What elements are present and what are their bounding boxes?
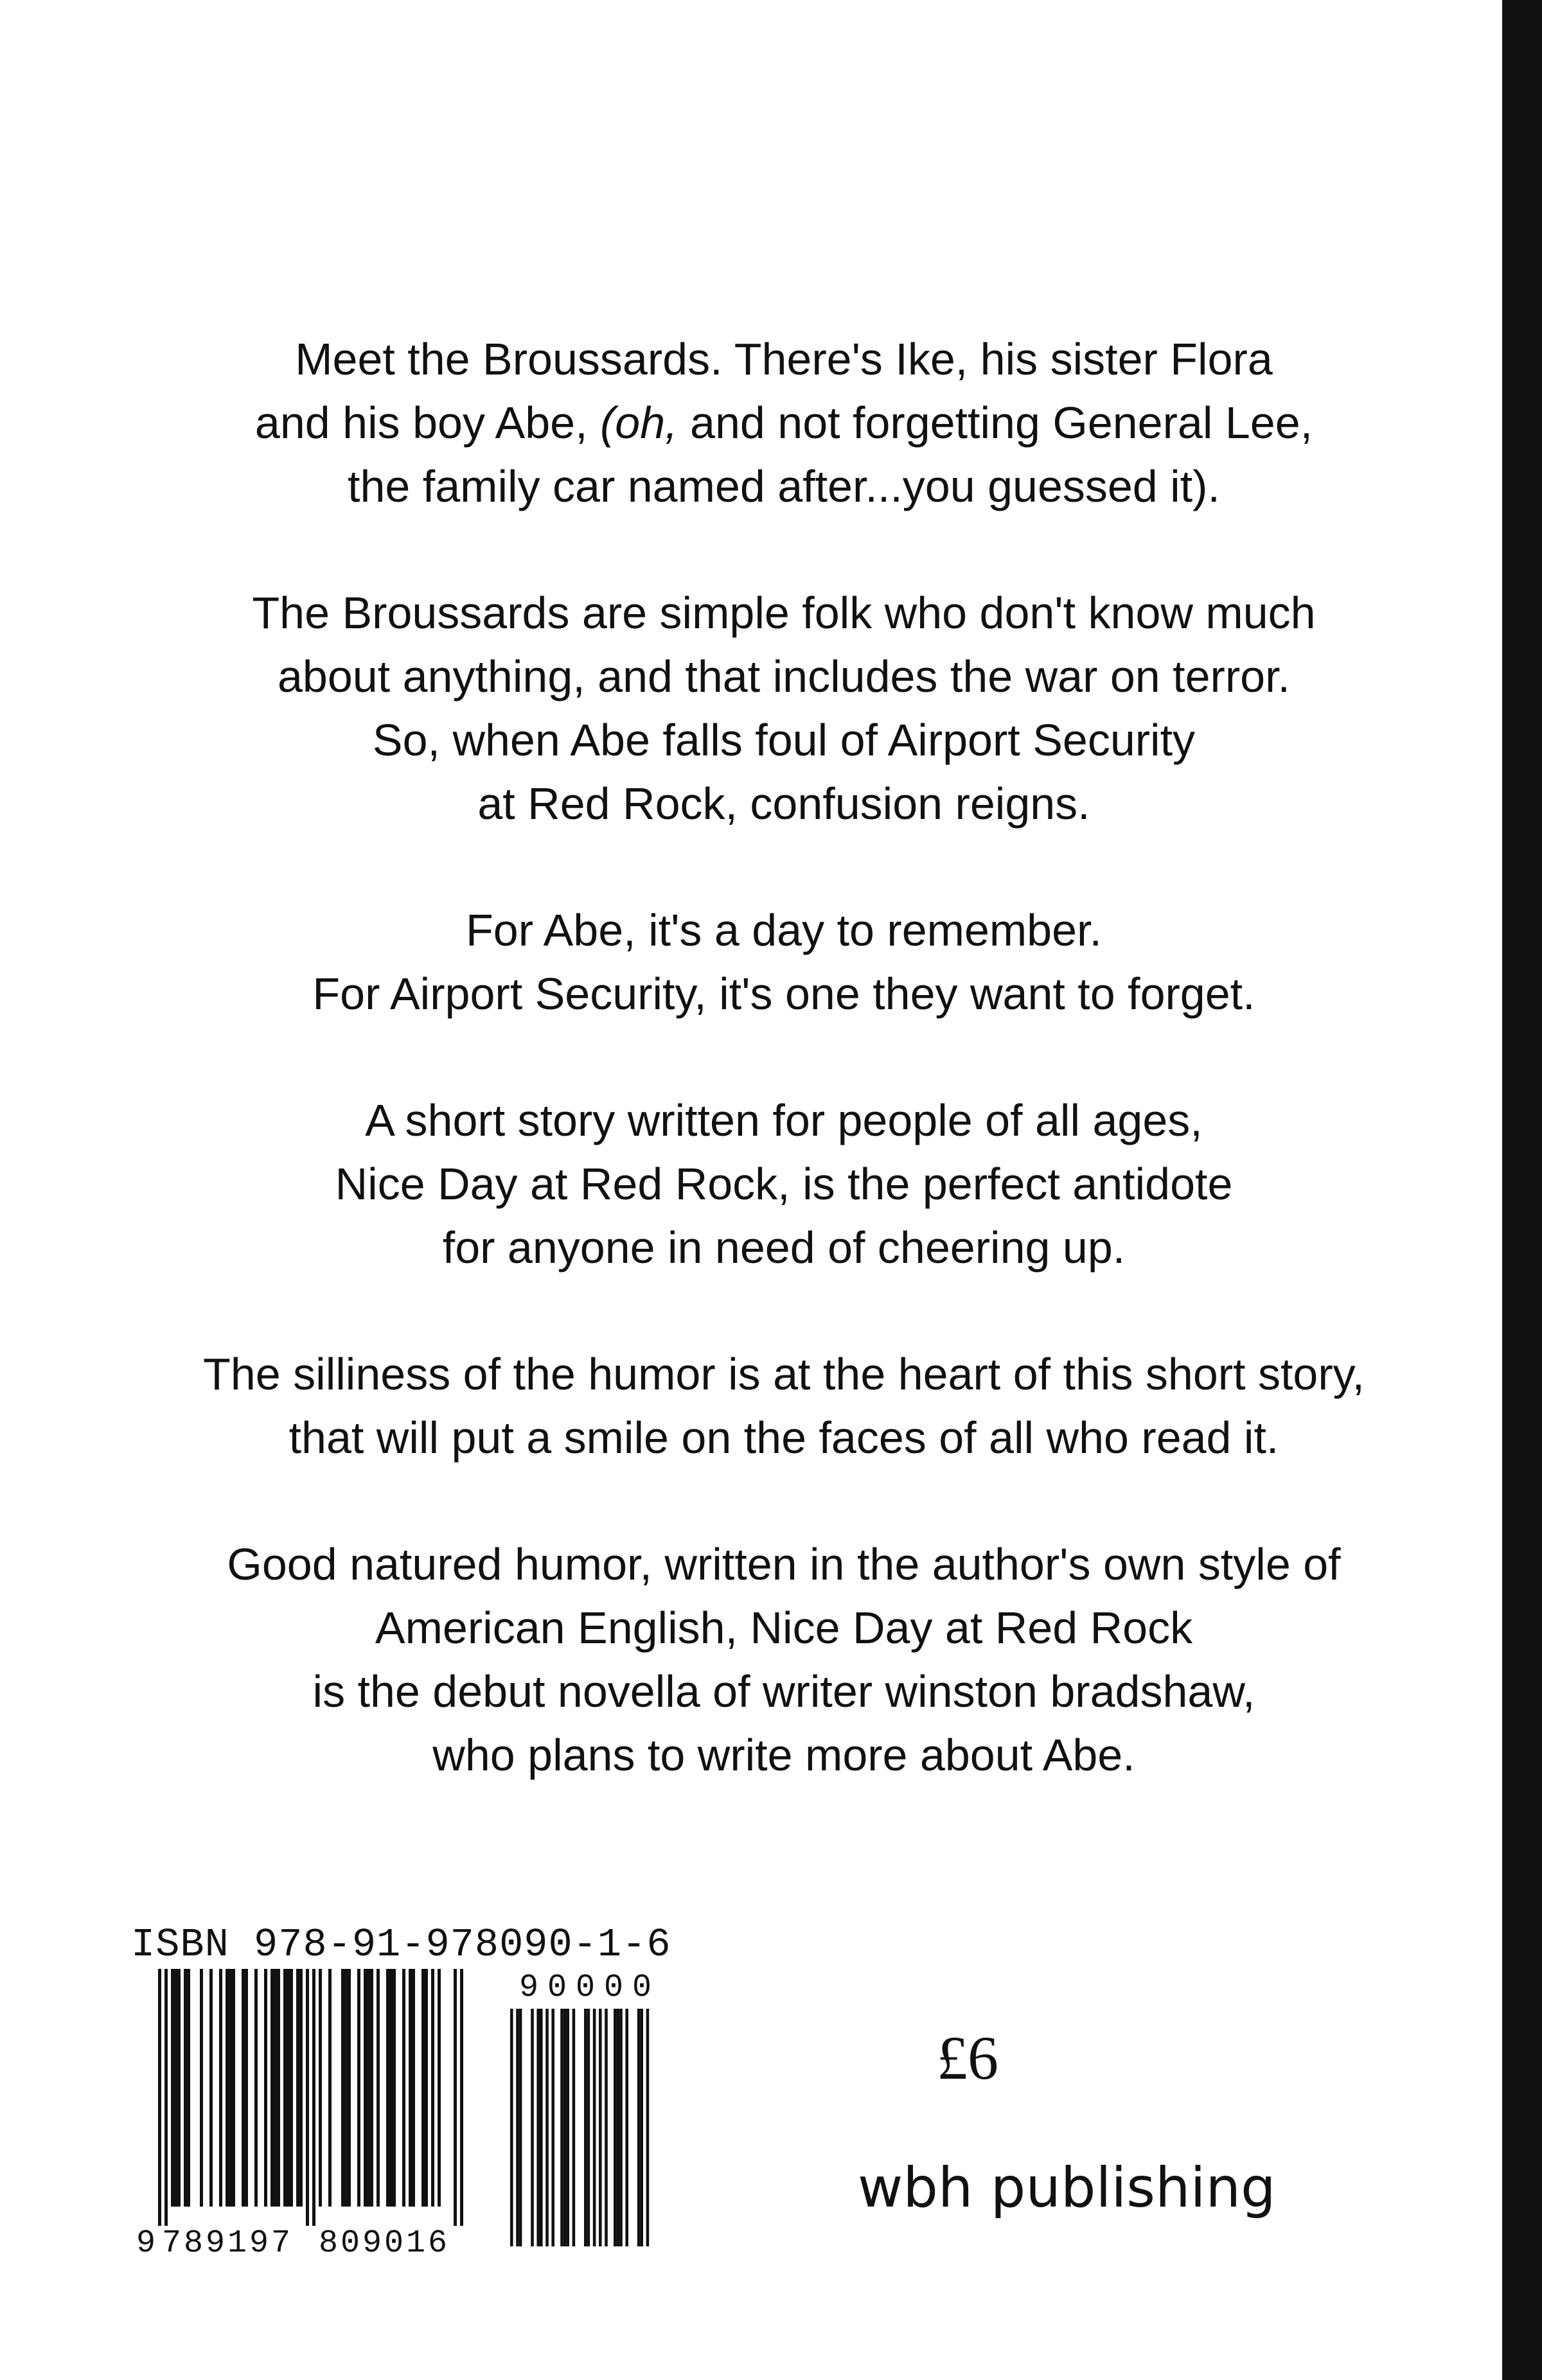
blurb-line: who plans to write more about Abe. (432, 1730, 1135, 1780)
blurb-line: So, when Abe falls foul of Airport Security (372, 715, 1196, 765)
barcode-bar (370, 1969, 373, 2207)
blurb-line: for anyone in need of cheering up. (442, 1222, 1126, 1273)
blurb-line: For Abe, it's a day to remember. (466, 905, 1102, 955)
barcode-bar (277, 1969, 280, 2207)
barcode-main-bars (158, 1969, 463, 2226)
barcode-bar (402, 1969, 405, 2207)
barcode-bar (274, 1969, 277, 2207)
blurb-line: is the debut novella of writer winston bradshaw, (312, 1666, 1255, 1716)
barcode-addon-digits: 90000 (519, 1970, 661, 2006)
blurb-line: American English, Nice Day at Red Rock (375, 1603, 1193, 1653)
barcode-bar (421, 1969, 425, 2207)
barcode-addon-bar (540, 2009, 543, 2246)
blurb-line: at Red Rock, confusion reigns. (477, 779, 1090, 829)
blurb-paragraph-4 (109, 1089, 1458, 1280)
barcode-addon-bar (625, 2009, 628, 2246)
barcode-addon-bar (563, 2009, 567, 2246)
barcode-bar (431, 1969, 434, 2207)
blurb-paragraph-2 (109, 581, 1458, 836)
barcode-bar (367, 1969, 370, 2207)
barcode-bar (438, 1969, 441, 2207)
barcode-bar (389, 1969, 393, 2207)
barcode-addon-bar (584, 2009, 587, 2246)
blurb-italic-segment: (oh, (599, 398, 678, 448)
blurb-line: The Broussards are simple folk who don't know much (252, 588, 1316, 638)
barcode-bar (232, 1969, 235, 2207)
barcode-bar (158, 1969, 161, 2226)
isbn-barcode (131, 1962, 684, 2258)
barcode-bar (306, 1969, 309, 2226)
barcode-bar (171, 1969, 174, 2207)
barcode-addon-bar (646, 2009, 650, 2246)
blurb-text (109, 328, 1458, 1787)
barcode-addon-bar (640, 2009, 643, 2246)
barcode-bar (283, 1969, 287, 2207)
blurb-line: For Airport Security, it's one they want to forget. (312, 969, 1255, 1019)
barcode-bar (164, 1969, 168, 2226)
barcode-addon-bar (572, 2009, 576, 2246)
barcode-bar (386, 1969, 389, 2207)
barcode-bar (226, 1969, 229, 2207)
barcode-right-digits: 809016 (319, 2225, 450, 2258)
barcode-addon-bar (599, 2009, 602, 2246)
barcode-bar (177, 1969, 181, 2207)
barcode-bar (287, 1969, 290, 2207)
barcode-addon-bar (510, 2009, 513, 2246)
blurb-line: A short story written for people of all ages, (365, 1095, 1203, 1145)
barcode-addon-bar (617, 2009, 620, 2246)
barcode-bar (377, 1969, 380, 2207)
blurb-line: that will put a smile on the faces of all who read it. (288, 1413, 1279, 1463)
barcode-bar (270, 1969, 274, 2207)
barcode-addon-bars (510, 2009, 649, 2246)
barcode-bar (245, 1969, 248, 2207)
blurb-line-mixed (109, 391, 1458, 455)
isbn-label: ISBN 978-91-978090-1-6 (131, 1922, 671, 1968)
blurb-line: Nice Day at Red Rock, is the perfect antidote (335, 1159, 1233, 1209)
barcode-bar (174, 1969, 177, 2207)
barcode-addon-bar (545, 2009, 549, 2246)
barcode-bar (357, 1969, 360, 2207)
blurb-line-segment: and his boy Abe, (254, 398, 600, 448)
blurb-paragraph-6 (109, 1533, 1458, 1787)
barcode-bar (187, 1969, 190, 2207)
barcode-bar (254, 1969, 258, 2207)
barcode-bar (200, 1969, 203, 2207)
barcode-bar (454, 1969, 457, 2226)
barcode-bar (425, 1969, 428, 2207)
barcode-bar (229, 1969, 232, 2207)
barcode-bar (312, 1969, 315, 2226)
barcode-bar (209, 1969, 213, 2207)
barcode-addon-bar (614, 2009, 617, 2246)
barcode-addon-bar (566, 2009, 569, 2246)
barcode-addon-bar (519, 2009, 522, 2246)
blurb-paragraph-3 (109, 899, 1458, 1026)
cover-edge-bar (1502, 0, 1542, 2380)
blurb-line: the family car named after...you guessed it). (348, 461, 1220, 511)
blurb-paragraph-5 (109, 1343, 1458, 1470)
barcode-bar (264, 1969, 267, 2207)
barcode-bar (412, 1969, 415, 2207)
barcode-addon-bar (637, 2009, 641, 2246)
barcode-first-digit: 9 (136, 2225, 156, 2258)
blurb-line-segment: and not forgetting General Lee, (677, 398, 1313, 448)
barcode-bar (460, 1969, 463, 2226)
barcode-bar (296, 1969, 299, 2207)
blurb-line: The silliness of the humor is at the heart of this short story, (203, 1349, 1365, 1399)
blurb-line: about anything, and that includes the war on terror. (277, 651, 1291, 701)
barcode-bar (319, 1969, 322, 2207)
barcode-addon-bar (619, 2009, 623, 2246)
barcode-bar (299, 1969, 303, 2207)
barcode-addon-bar (587, 2009, 590, 2246)
barcode-bar (219, 1969, 222, 2207)
barcode-bar (393, 1969, 396, 2207)
barcode-bar (364, 1969, 367, 2207)
barcode-bar (409, 1969, 412, 2207)
barcode-addon-bar (536, 2009, 540, 2246)
barcode-bar (348, 1969, 351, 2207)
barcode-addon-bar (516, 2009, 519, 2246)
blurb-paragraph-1 (109, 328, 1458, 518)
publisher-name: wbh publishing (858, 2156, 1276, 2220)
barcode-addon-bar (605, 2009, 608, 2246)
barcode-addon-bar (593, 2009, 596, 2246)
barcode-addon-bar (531, 2009, 534, 2246)
barcode-bar (341, 1969, 344, 2207)
blurb-line: Meet the Broussards. There's Ike, his sister Flora (295, 334, 1273, 384)
barcode-addon-bar (560, 2009, 563, 2246)
barcode-left-digits: 789197 (162, 2225, 294, 2258)
barcode-addon-bar (551, 2009, 554, 2246)
blurb-line: Good natured humor, written in the author's own style of (227, 1539, 1341, 1589)
barcode-bar (344, 1969, 348, 2207)
price: £6 (937, 2023, 998, 2092)
barcode-bar (290, 1969, 293, 2207)
barcode-bar (184, 1969, 187, 2207)
barcode-bar (328, 1969, 332, 2207)
barcode-bar (242, 1969, 245, 2207)
